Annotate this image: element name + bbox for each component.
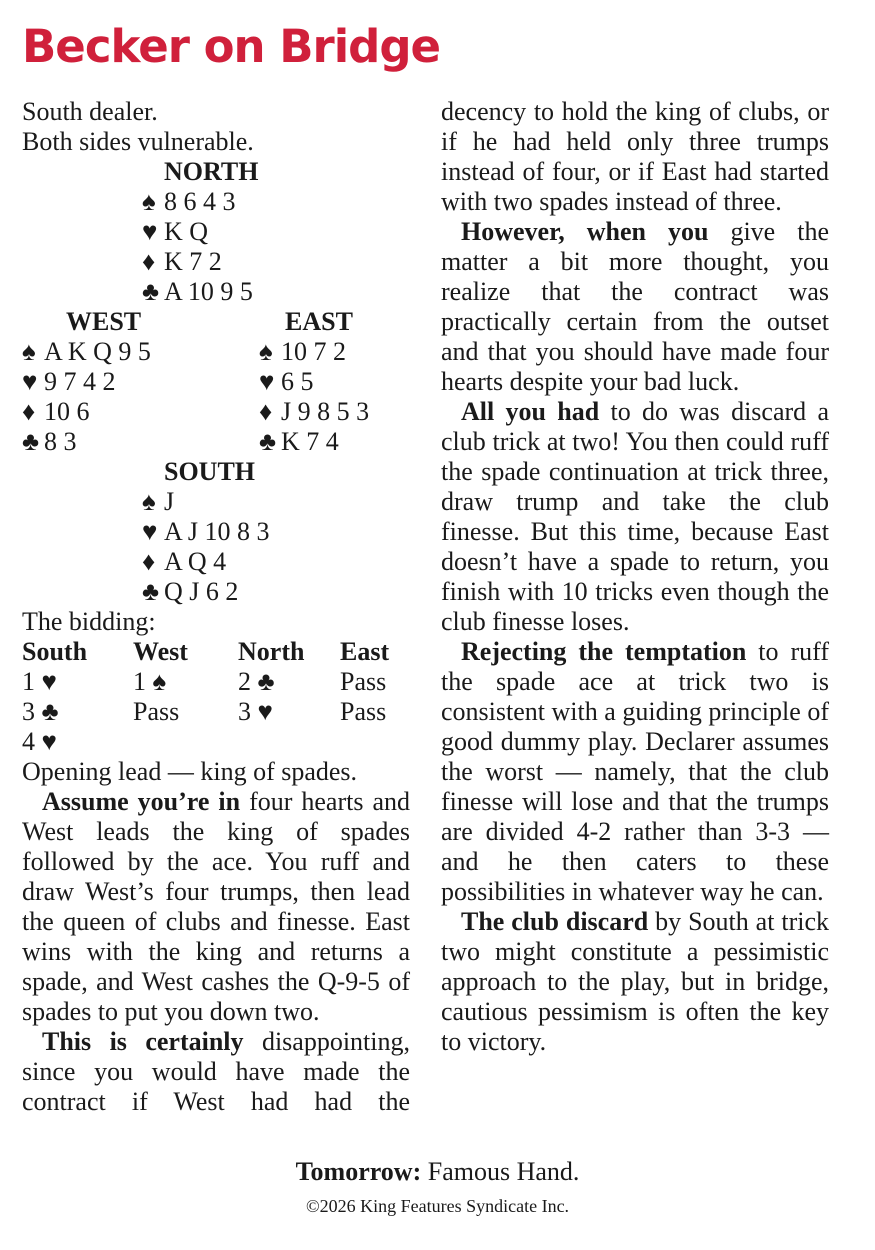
east-diamonds: ♦ J 9 8 5 3	[259, 397, 370, 426]
west-clubs: ♣ 8 3	[22, 427, 77, 456]
opening-lead: Opening lead — king of spades.	[22, 757, 358, 786]
hand-diagram	[22, 157, 410, 607]
east-hearts: ♥ 6 5	[259, 367, 314, 396]
paragraph: All you had to do was discard a club trick at two! You then could ruff the spade continuation at trick three, draw trump and take the club finesse. But this time, because East doesn’t have a spade to return, you finish with 10 tricks even though the club finesse loses.	[441, 397, 830, 636]
spade-icon: ♠	[142, 187, 156, 216]
article-text-left	[22, 787, 410, 1117]
bidding-header-east: East	[340, 637, 390, 666]
west-spades: ♠ A K Q 9 5	[22, 337, 151, 366]
diamond-icon: ♦	[142, 547, 156, 576]
paragraph-lead: All you had	[461, 397, 600, 426]
spade-icon: ♠	[259, 337, 273, 366]
east-label: EAST	[285, 307, 353, 336]
south-spades: ♠ J	[142, 487, 175, 516]
spade-icon: ♠	[22, 337, 36, 366]
north-hearts: ♥ K Q	[142, 217, 209, 246]
club-icon: ♣	[259, 427, 277, 456]
heart-icon: ♥	[22, 367, 38, 396]
vulnerability-line: Both sides vulnerable.	[22, 127, 254, 156]
diamond-icon: ♦	[142, 247, 156, 276]
paragraph: This is certainly disappointing, since you would have made the contract if West had had the	[22, 1027, 410, 1116]
tomorrow-text: Famous Hand.	[421, 1157, 580, 1186]
paragraph: However, when you give the matter a bit more thought, you realize that the contract was practically certain from the outset and that you should have made four hearts despite your bad luck.	[441, 217, 829, 396]
west-label: WEST	[66, 307, 142, 336]
bidding-header-south: South	[22, 637, 88, 666]
spade-icon: ♠	[142, 487, 156, 516]
south-clubs: ♣ Q J 6 2	[142, 577, 239, 606]
paragraph-lead: However, when you	[461, 217, 709, 246]
bid-cell: 1 ♥	[22, 667, 57, 696]
west-hearts: ♥ 9 7 4 2	[22, 367, 116, 396]
left-column	[22, 97, 410, 1117]
bid-cell: 4 ♥	[22, 727, 57, 756]
bid-cell: 3 ♣	[22, 697, 59, 726]
paragraph: The club discard by South at trick two might constitute a pessimistic approach to the play, but in bridge, cautious pessimism is often the key to victory.	[441, 907, 829, 1056]
club-icon: ♣	[142, 277, 160, 306]
south-diamonds: ♦ A Q 4	[142, 547, 227, 576]
south-label: SOUTH	[164, 457, 256, 486]
bid-cell: Pass	[133, 697, 180, 726]
tomorrow-line	[0, 1157, 875, 1187]
heart-icon: ♥	[142, 217, 158, 246]
north-spades: ♠ 8 6 4 3	[142, 187, 236, 216]
diamond-icon: ♦	[22, 397, 36, 426]
bid-cell: 1 ♠	[133, 667, 167, 696]
paragraph-lead: The club discard	[461, 907, 649, 936]
column-title: Becker on Bridge	[22, 20, 441, 73]
paragraph-lead: This is certainly	[42, 1027, 244, 1056]
bid-cell: 2 ♣	[238, 667, 275, 696]
paragraph-lead: Assume you’re in	[42, 787, 241, 816]
bid-cell: 3 ♥	[238, 697, 273, 726]
west-diamonds: ♦ 10 6	[22, 397, 90, 426]
east-clubs: ♣ K 7 4	[259, 427, 339, 456]
east-spades: ♠ 10 7 2	[259, 337, 346, 366]
south-hearts: ♥ A J 10 8 3	[142, 517, 270, 546]
dealer-line: South dealer.	[22, 97, 158, 126]
paragraph: Assume you’re in four hearts and West leads the king of spades followed by the ace. You ruff and draw West’s four trumps, then lead the queen of clubs and finesse. East wins with the king and returns a spade, and West cashes the Q-9-5 of spades to put you down two.	[22, 787, 410, 1026]
diamond-icon: ♦	[259, 397, 273, 426]
paragraph: Rejecting the temptation to ruff the spade ace at trick two is consistent with a guiding principle of good dummy play. Declarer assumes the worst — namely, that the club finesse will lose and that the trumps are divided 4-2 rather than 3-3 — and he then caters to these possibilities in whatever way he can.	[441, 637, 830, 906]
north-clubs: ♣ A 10 9 5	[142, 277, 253, 306]
bid-cell: Pass	[340, 697, 387, 726]
north-diamonds: ♦ K 7 2	[142, 247, 222, 276]
paragraph-lead: Rejecting the temptation	[461, 637, 747, 666]
copyright: ©2026 King Features Syndicate Inc.	[305, 1196, 570, 1216]
bidding-label: The bidding:	[22, 607, 156, 636]
club-icon: ♣	[142, 577, 160, 606]
paragraph: decency to hold the king of clubs, or if he had held only three trumps instead of four, or if East had started with two spades instead of three.	[441, 97, 829, 216]
north-label: NORTH	[164, 157, 259, 186]
right-column	[441, 97, 829, 1057]
tomorrow-label: Tomorrow:	[295, 1157, 422, 1186]
bidding-header-west: West	[133, 637, 188, 666]
heart-icon: ♥	[259, 367, 275, 396]
heart-icon: ♥	[142, 517, 158, 546]
club-icon: ♣	[22, 427, 40, 456]
bidding-table	[22, 637, 410, 757]
bid-cell: Pass	[340, 667, 387, 696]
bidding-header-north: North	[238, 637, 305, 666]
